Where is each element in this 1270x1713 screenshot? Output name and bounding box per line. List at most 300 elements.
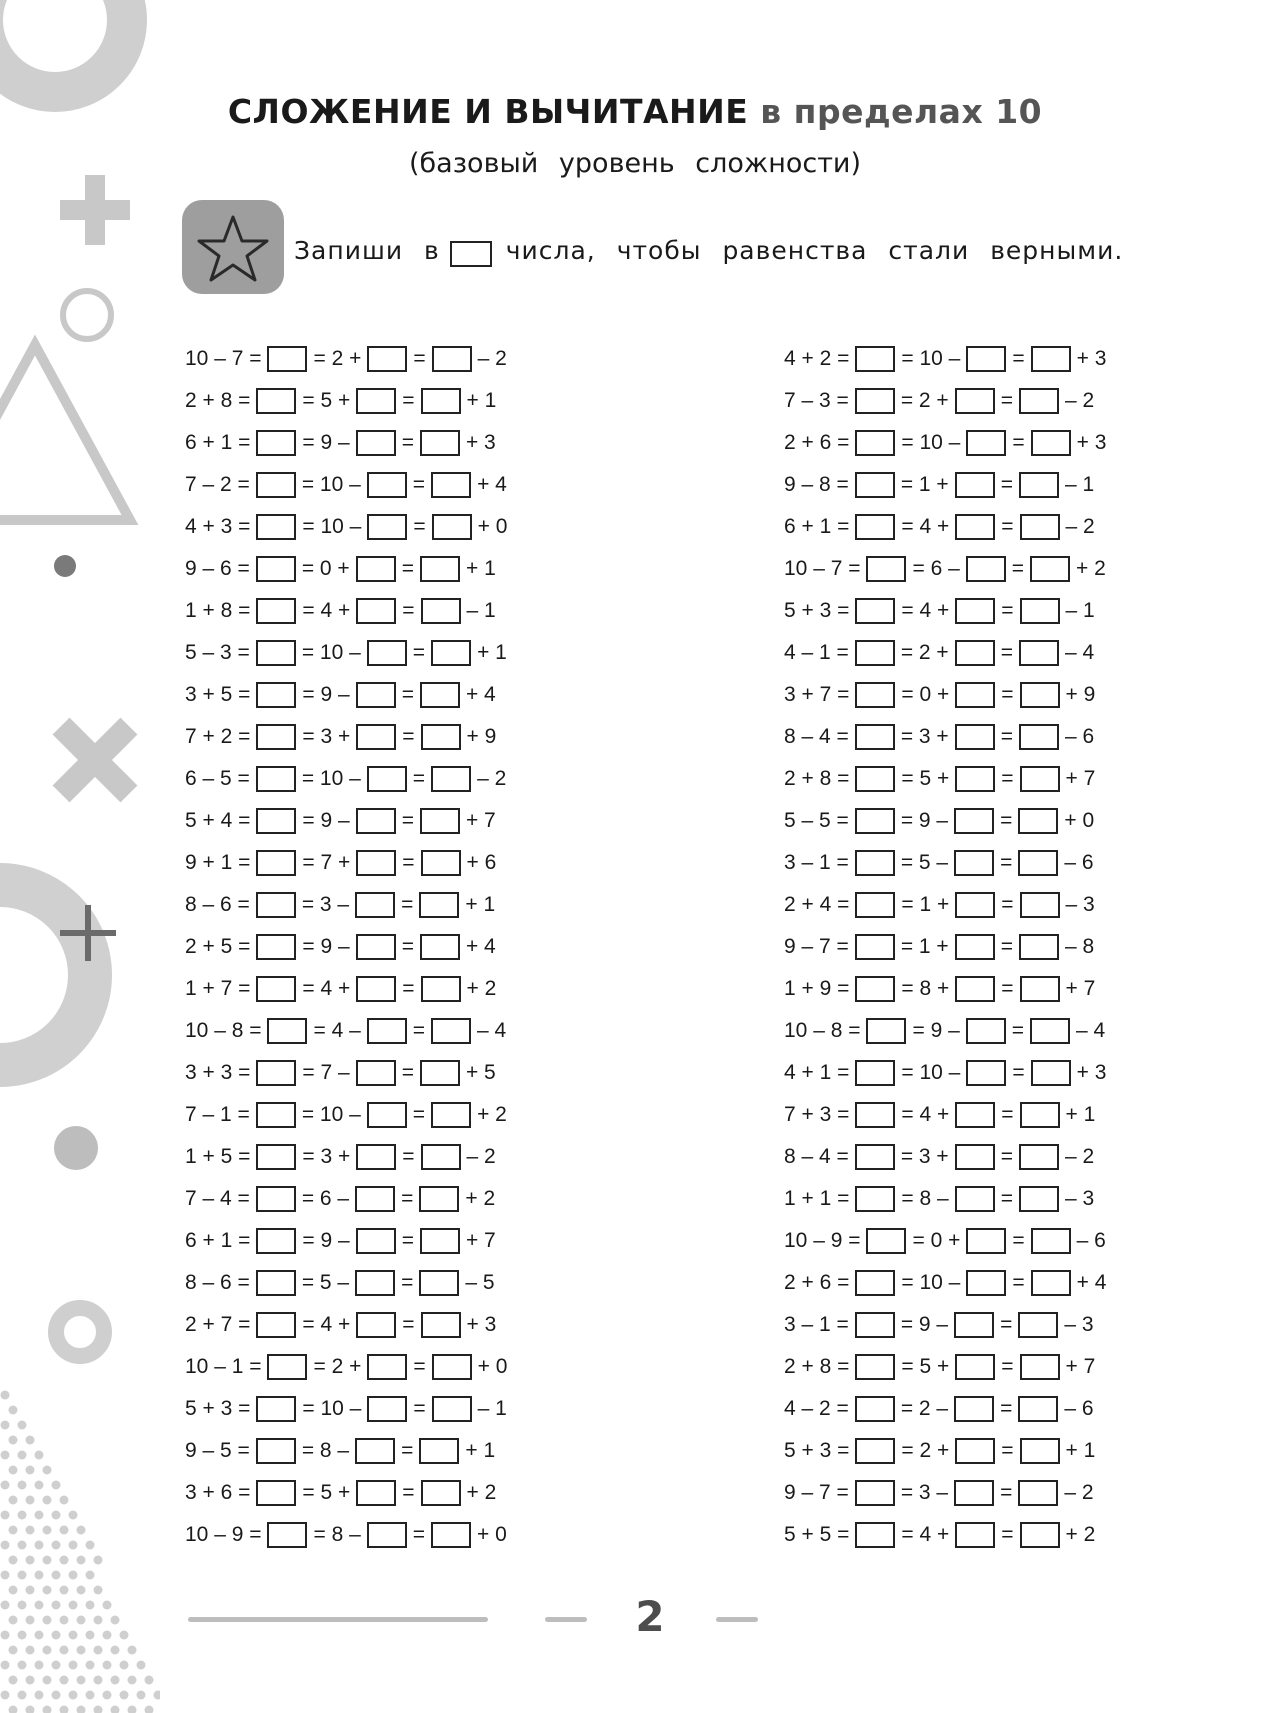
answer-box[interactable] <box>256 934 296 960</box>
answer-box[interactable] <box>1020 1102 1060 1128</box>
pattern-dot <box>86 1571 95 1580</box>
answer-box[interactable] <box>855 724 895 750</box>
answer-box[interactable] <box>356 1144 396 1170</box>
answer-box[interactable] <box>256 1144 296 1170</box>
exercise-end: + 3 <box>466 1313 497 1336</box>
exercise-middle: = 10 – <box>302 1397 362 1420</box>
answer-box[interactable] <box>419 1270 459 1296</box>
answer-box[interactable] <box>431 640 471 666</box>
answer-box[interactable] <box>966 1060 1006 1086</box>
answer-box[interactable] <box>1019 1144 1059 1170</box>
answer-box[interactable] <box>1019 472 1059 498</box>
answer-box[interactable] <box>955 1186 995 1212</box>
answer-box[interactable] <box>855 1060 895 1086</box>
pattern-dot <box>120 1631 129 1640</box>
exercise-end: – 6 <box>1064 851 1094 874</box>
pattern-dot <box>86 1661 95 1670</box>
answer-box[interactable] <box>420 430 460 456</box>
answer-box[interactable] <box>966 1018 1006 1044</box>
answer-box[interactable] <box>431 1018 471 1044</box>
answer-box[interactable] <box>855 1144 895 1170</box>
answer-box[interactable] <box>431 1522 471 1548</box>
pattern-dot <box>26 1526 35 1535</box>
answer-box[interactable] <box>855 976 895 1002</box>
answer-box[interactable] <box>855 682 895 708</box>
pattern-dot <box>77 1616 86 1625</box>
answer-box[interactable] <box>267 1354 307 1380</box>
answer-box[interactable] <box>256 1270 296 1296</box>
answer-box[interactable] <box>256 472 296 498</box>
exercise-start: 4 – 2 = <box>784 1397 849 1420</box>
answer-box[interactable] <box>431 766 471 792</box>
answer-box[interactable] <box>1018 808 1058 834</box>
answer-box[interactable] <box>356 388 396 414</box>
answer-box[interactable] <box>267 1018 307 1044</box>
exercise-middle: = 9 – <box>302 809 350 832</box>
answer-box[interactable] <box>866 1018 906 1044</box>
exercise-start: 10 – 7 = <box>185 347 262 370</box>
answer-box[interactable] <box>256 1186 296 1212</box>
equals-sign: = <box>401 1061 414 1084</box>
exercise-middle: = 6 – <box>301 1187 350 1210</box>
exercise-end: + 5 <box>465 1061 496 1084</box>
exercise-start: 1 + 9 = <box>784 977 850 1000</box>
answer-box[interactable] <box>419 1186 459 1212</box>
answer-box[interactable] <box>367 514 407 540</box>
equals-sign: = <box>1001 767 1014 790</box>
answer-box[interactable] <box>356 724 396 750</box>
answer-box[interactable] <box>955 1354 995 1380</box>
answer-box[interactable] <box>955 1522 995 1548</box>
exercise-row <box>781 1514 1109 1556</box>
pattern-dot <box>145 1676 154 1685</box>
answer-box[interactable] <box>356 1312 396 1338</box>
equals-sign: = <box>1001 977 1014 1000</box>
answer-box[interactable] <box>855 1312 895 1338</box>
exercise-start: 6 – 5 = <box>185 767 250 790</box>
exercise-end: + 1 <box>465 893 496 916</box>
answer-box[interactable] <box>432 1354 472 1380</box>
pattern-dot <box>145 1706 154 1713</box>
answer-box[interactable] <box>419 1438 459 1464</box>
exercise-row <box>182 1052 510 1094</box>
answer-box[interactable] <box>955 1102 995 1128</box>
exercise-row <box>182 1430 510 1472</box>
pattern-dot <box>86 1691 95 1700</box>
star-icon <box>182 200 284 294</box>
exercise-end: + 4 <box>465 935 496 958</box>
page-title <box>0 92 1270 131</box>
answer-box[interactable] <box>1020 598 1060 624</box>
answer-box[interactable] <box>1031 346 1071 372</box>
answer-box[interactable] <box>355 1270 395 1296</box>
exercise-end: + 7 <box>1065 1355 1096 1378</box>
exercise-start: 2 + 7 = <box>185 1313 251 1336</box>
exercise-row <box>781 548 1109 590</box>
answer-box[interactable] <box>367 472 407 498</box>
answer-box[interactable] <box>420 1060 460 1086</box>
answer-box[interactable] <box>966 1228 1006 1254</box>
answer-box[interactable] <box>855 388 895 414</box>
equals-sign: = <box>1012 1271 1025 1294</box>
answer-box[interactable] <box>256 514 296 540</box>
exercise-end: – 1 <box>466 599 496 622</box>
exercise-end: + 2 <box>477 1103 507 1126</box>
answer-box[interactable] <box>955 472 995 498</box>
answer-box[interactable] <box>1031 430 1071 456</box>
pattern-dot <box>77 1526 86 1535</box>
answer-box[interactable] <box>955 640 995 666</box>
answer-box[interactable] <box>267 346 307 372</box>
answer-box[interactable] <box>355 1438 395 1464</box>
answer-box[interactable] <box>955 934 995 960</box>
answer-box[interactable] <box>367 1102 407 1128</box>
equals-sign: = <box>401 683 414 706</box>
pattern-dot <box>43 1676 52 1685</box>
exercise-end: – 4 <box>1064 641 1095 664</box>
pattern-dot <box>52 1691 61 1700</box>
answer-box[interactable] <box>954 1312 994 1338</box>
answer-box[interactable] <box>855 640 895 666</box>
answer-box[interactable] <box>356 1228 396 1254</box>
exercise-middle: = 9 – <box>302 1229 350 1252</box>
answer-box[interactable] <box>256 1396 296 1422</box>
answer-box[interactable] <box>955 766 995 792</box>
pattern-dot <box>52 1601 61 1610</box>
answer-box[interactable] <box>1020 976 1060 1002</box>
answer-box[interactable] <box>855 598 895 624</box>
answer-box[interactable] <box>855 934 895 960</box>
exercise-row <box>182 1136 510 1178</box>
equals-sign: = <box>401 935 414 958</box>
answer-box[interactable] <box>256 1102 296 1128</box>
equals-sign: = <box>401 1439 414 1462</box>
answer-box[interactable] <box>955 724 995 750</box>
pattern-dot <box>1 1421 10 1430</box>
answer-box[interactable] <box>356 1060 396 1086</box>
answer-box[interactable] <box>420 682 460 708</box>
exercise-start: 3 + 5 = <box>185 683 251 706</box>
exercise-middle: = 9 – <box>302 935 350 958</box>
answer-box[interactable] <box>1020 1522 1060 1548</box>
exercise-start: 1 + 8 = <box>185 599 251 622</box>
answer-box[interactable] <box>432 1396 472 1422</box>
answer-box[interactable] <box>421 1480 461 1506</box>
answer-box[interactable] <box>356 556 396 582</box>
answer-box[interactable] <box>1019 724 1059 750</box>
answer-box[interactable] <box>356 808 396 834</box>
exercise-middle: = 5 + <box>901 1355 950 1378</box>
pattern-dot <box>52 1571 61 1580</box>
exercise-middle: = 2 – <box>900 1397 949 1420</box>
pattern-dot <box>9 1586 18 1595</box>
answer-box[interactable] <box>256 682 296 708</box>
answer-box[interactable] <box>855 808 895 834</box>
answer-box[interactable] <box>855 472 895 498</box>
answer-box[interactable] <box>356 598 396 624</box>
answer-box[interactable] <box>955 514 995 540</box>
pattern-dot <box>69 1541 78 1550</box>
answer-box[interactable] <box>966 346 1006 372</box>
answer-box[interactable] <box>954 1480 994 1506</box>
answer-box[interactable] <box>954 1396 994 1422</box>
answer-box[interactable] <box>1030 1018 1070 1044</box>
answer-box[interactable] <box>1031 1270 1071 1296</box>
answer-box[interactable] <box>1018 1312 1058 1338</box>
pattern-dot <box>1 1571 10 1580</box>
answer-box[interactable] <box>256 766 296 792</box>
answer-box[interactable] <box>356 850 396 876</box>
answer-box[interactable] <box>256 388 296 414</box>
answer-box[interactable] <box>1020 892 1060 918</box>
answer-box[interactable] <box>367 1396 407 1422</box>
answer-box[interactable] <box>855 1438 895 1464</box>
answer-box[interactable] <box>954 850 994 876</box>
exercise-end: + 9 <box>1065 683 1096 706</box>
answer-box[interactable] <box>421 1312 461 1338</box>
exercise-row <box>781 464 1109 506</box>
pattern-dot <box>26 1586 35 1595</box>
exercise-start: 10 – 7 = <box>784 557 861 580</box>
pattern-dot <box>35 1601 44 1610</box>
answer-box[interactable] <box>356 430 396 456</box>
pattern-dot <box>60 1556 69 1565</box>
answer-box[interactable] <box>431 472 471 498</box>
exercise-end: + 7 <box>1065 977 1096 1000</box>
answer-box[interactable] <box>356 682 396 708</box>
pattern-dot <box>52 1631 61 1640</box>
pattern-dot <box>103 1631 112 1640</box>
answer-box[interactable] <box>419 892 459 918</box>
answer-box[interactable] <box>256 1480 296 1506</box>
exercise-start: 4 + 2 = <box>784 347 850 370</box>
exercise-middle: = 4 + <box>901 1523 950 1546</box>
exercise-end: – 2 <box>1064 1481 1094 1504</box>
exercise-start: 4 – 1 = <box>784 641 849 664</box>
exercise-row <box>781 632 1109 674</box>
answer-box[interactable] <box>855 1354 895 1380</box>
exercise-start: 2 + 6 = <box>784 1271 850 1294</box>
answer-box[interactable] <box>256 640 296 666</box>
pattern-dot <box>43 1556 52 1565</box>
answer-box[interactable] <box>420 934 460 960</box>
answer-box[interactable] <box>267 1522 307 1548</box>
answer-box[interactable] <box>256 1312 296 1338</box>
answer-box[interactable] <box>1019 640 1059 666</box>
pattern-dot <box>128 1706 137 1713</box>
answer-box[interactable] <box>256 850 296 876</box>
pattern-dot <box>77 1706 86 1713</box>
answer-box[interactable] <box>256 430 296 456</box>
answer-box[interactable] <box>955 892 995 918</box>
answer-box[interactable] <box>356 976 396 1002</box>
answer-box[interactable] <box>966 1270 1006 1296</box>
answer-box[interactable] <box>355 1186 395 1212</box>
answer-box[interactable] <box>855 1270 895 1296</box>
answer-box[interactable] <box>256 598 296 624</box>
answer-box[interactable] <box>420 1228 460 1254</box>
answer-box[interactable] <box>421 976 461 1002</box>
pattern-dot <box>60 1676 69 1685</box>
exercise-end: – 2 <box>466 1145 496 1168</box>
exercise-middle: = 5 + <box>901 767 950 790</box>
answer-box[interactable] <box>855 514 895 540</box>
answer-box[interactable] <box>1019 1186 1059 1212</box>
answer-box[interactable] <box>420 556 460 582</box>
answer-box[interactable] <box>855 892 895 918</box>
exercise-end: + 2 <box>466 977 497 1000</box>
equals-sign: = <box>413 347 426 370</box>
answer-box[interactable] <box>866 556 906 582</box>
exercise-middle: = 4 + <box>901 515 950 538</box>
answer-box[interactable] <box>421 598 461 624</box>
exercise-start: 9 – 7 = <box>784 935 849 958</box>
pattern-dot <box>26 1676 35 1685</box>
dot-shape <box>54 555 76 577</box>
answer-box[interactable] <box>1020 1438 1060 1464</box>
equals-sign: = <box>1001 1355 1014 1378</box>
pattern-dot <box>60 1706 69 1713</box>
answer-box[interactable] <box>367 1354 407 1380</box>
pattern-dot <box>111 1616 120 1625</box>
exercise-start: 5 – 5 = <box>784 809 849 832</box>
pattern-dot <box>35 1631 44 1640</box>
answer-box[interactable] <box>855 346 895 372</box>
equals-sign: = <box>1011 557 1025 580</box>
exercise-end: + 1 <box>465 1439 496 1462</box>
answer-box[interactable] <box>855 1480 895 1506</box>
pattern-dot <box>77 1646 86 1655</box>
answer-box[interactable] <box>1020 514 1060 540</box>
answer-box[interactable] <box>256 808 296 834</box>
answer-box[interactable] <box>955 1144 995 1170</box>
answer-box[interactable] <box>1030 556 1070 582</box>
pattern-dot <box>86 1541 95 1550</box>
pattern-dot <box>60 1646 69 1655</box>
answer-box[interactable] <box>356 934 396 960</box>
equals-sign: = <box>413 515 426 538</box>
answer-box[interactable] <box>966 430 1006 456</box>
answer-box[interactable] <box>367 766 407 792</box>
answer-box[interactable] <box>1018 850 1058 876</box>
answer-box[interactable] <box>1018 1396 1058 1422</box>
pattern-dot <box>26 1466 35 1475</box>
pattern-dot <box>94 1556 103 1565</box>
exercise-end: + 1 <box>465 557 496 580</box>
answer-box[interactable] <box>421 1144 461 1170</box>
answer-box[interactable] <box>420 808 460 834</box>
answer-box[interactable] <box>367 1018 407 1044</box>
answer-box[interactable] <box>432 346 472 372</box>
exercise-end: + 4 <box>1076 1271 1107 1294</box>
answer-box[interactable] <box>256 892 296 918</box>
answer-box[interactable] <box>1019 934 1059 960</box>
pattern-dot <box>9 1676 18 1685</box>
answer-box[interactable] <box>855 1522 895 1548</box>
equals-sign: = <box>401 1271 414 1294</box>
answer-box[interactable] <box>367 640 407 666</box>
answer-box[interactable] <box>954 808 994 834</box>
pattern-dot <box>18 1601 27 1610</box>
answer-box[interactable] <box>1031 1060 1071 1086</box>
answer-box[interactable] <box>855 1396 895 1422</box>
pattern-dot <box>128 1646 137 1655</box>
exercise-start: 2 + 8 = <box>185 389 251 412</box>
answer-box[interactable] <box>855 766 895 792</box>
answer-box[interactable] <box>955 1438 995 1464</box>
pattern-dot <box>9 1616 18 1625</box>
answer-box[interactable] <box>431 1102 471 1128</box>
exercise-end: – 1 <box>1065 599 1095 622</box>
exercise-start: 3 + 7 = <box>784 683 850 706</box>
exercise-row <box>781 506 1109 548</box>
answer-box[interactable] <box>855 1102 895 1128</box>
answer-box[interactable] <box>1019 388 1059 414</box>
answer-box[interactable] <box>1020 682 1060 708</box>
exercise-row <box>182 800 510 842</box>
answer-box[interactable] <box>367 1522 407 1548</box>
answer-box[interactable] <box>1020 1354 1060 1380</box>
answer-box[interactable] <box>955 598 995 624</box>
answer-box[interactable] <box>421 388 461 414</box>
equals-sign: = <box>412 473 426 496</box>
exercise-middle: = 4 + <box>302 977 351 1000</box>
answer-box[interactable] <box>866 1228 906 1254</box>
exercise-start: 1 + 1 = <box>784 1187 850 1210</box>
answer-box[interactable] <box>367 346 407 372</box>
equals-sign: = <box>1001 893 1014 916</box>
answer-box[interactable] <box>355 892 395 918</box>
answer-box[interactable] <box>1020 766 1060 792</box>
answer-box[interactable] <box>256 1228 296 1254</box>
pattern-dot <box>103 1601 112 1610</box>
answer-box[interactable] <box>256 556 296 582</box>
answer-box[interactable] <box>421 850 461 876</box>
exercise-middle: = 4 + <box>901 599 950 622</box>
equals-sign: = <box>1000 1313 1013 1336</box>
answer-box[interactable] <box>256 1438 296 1464</box>
answer-box[interactable] <box>256 1060 296 1086</box>
answer-box[interactable] <box>855 430 895 456</box>
exercise-start: 7 – 3 = <box>784 389 849 412</box>
answer-box[interactable] <box>256 724 296 750</box>
answer-box[interactable] <box>1031 1228 1071 1254</box>
answer-box[interactable] <box>256 976 296 1002</box>
answer-box[interactable] <box>1018 1480 1058 1506</box>
answer-box[interactable] <box>955 682 995 708</box>
answer-box[interactable] <box>966 556 1006 582</box>
pattern-dot <box>43 1496 52 1505</box>
answer-box[interactable] <box>855 1186 895 1212</box>
exercise-end: + 7 <box>465 809 496 832</box>
pattern-dot <box>9 1496 18 1505</box>
answer-box[interactable] <box>955 388 995 414</box>
answer-box[interactable] <box>432 514 472 540</box>
exercise-start: 10 – 8 = <box>185 1019 262 1042</box>
answer-box[interactable] <box>855 850 895 876</box>
answer-box[interactable] <box>421 724 461 750</box>
exercise-middle: = 5 + <box>302 1481 351 1504</box>
pattern-dot <box>43 1706 52 1713</box>
answer-box[interactable] <box>356 1480 396 1506</box>
exercise-end: – 6 <box>1076 1229 1106 1252</box>
pattern-dot <box>111 1646 120 1655</box>
exercise-start: 4 + 3 = <box>185 515 251 538</box>
exercise-end: – 2 <box>477 347 507 370</box>
pattern-dot <box>137 1661 146 1670</box>
exercise-middle: = 8 – <box>901 1187 949 1210</box>
answer-box[interactable] <box>955 976 995 1002</box>
